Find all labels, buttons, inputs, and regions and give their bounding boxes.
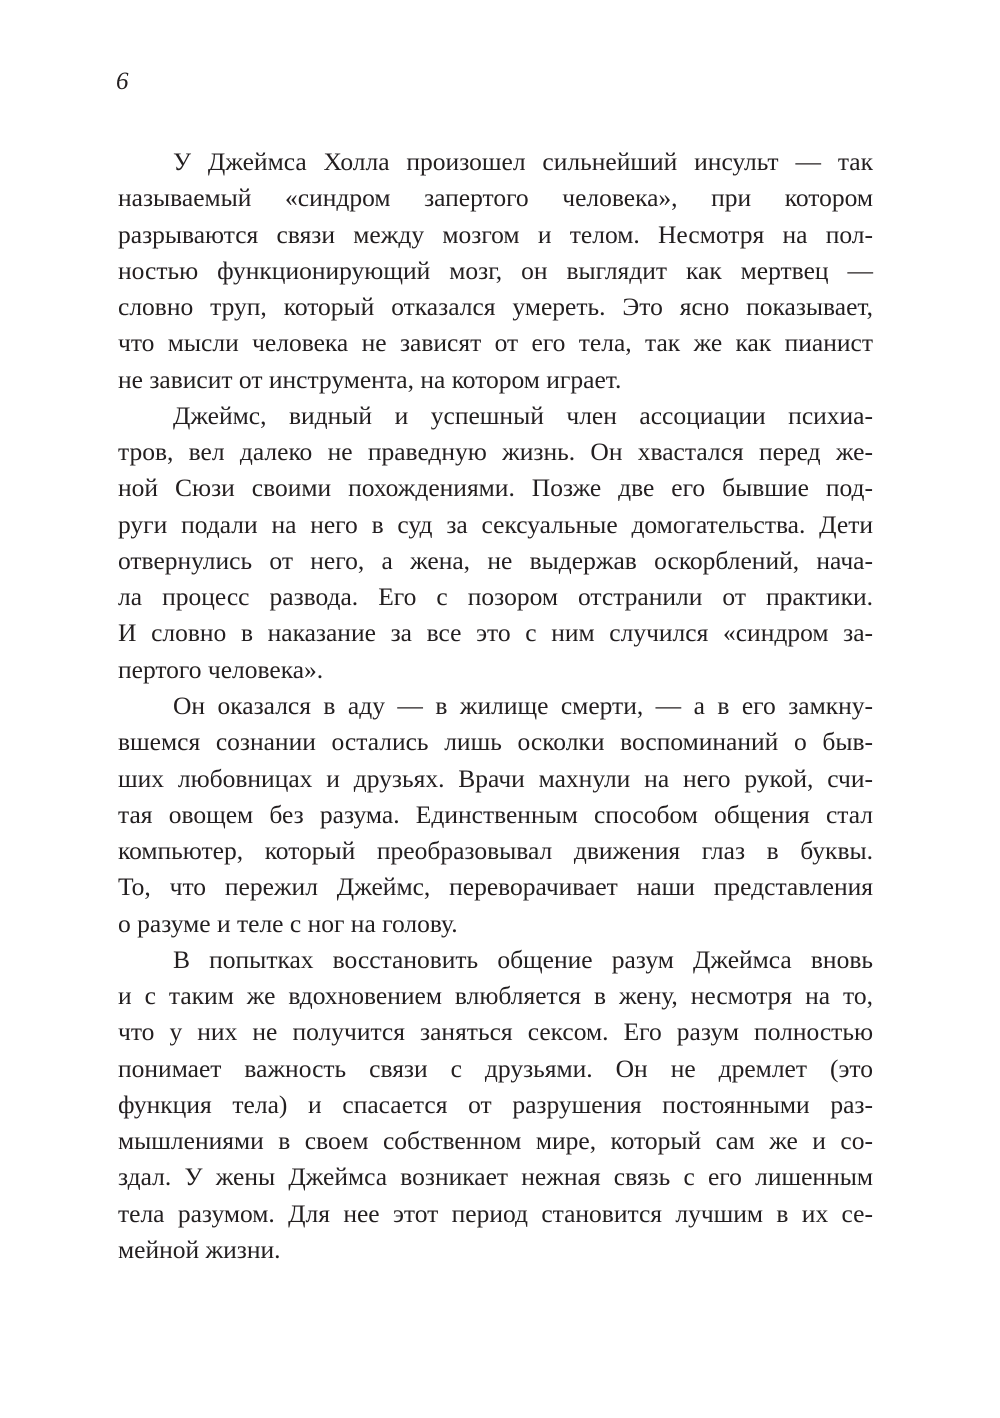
- text-line: В попытках восстановить общение разум Джеймса вновь: [173, 944, 873, 974]
- text-line: словно труп, который отказался умереть. Это ясно показывает,: [118, 292, 873, 322]
- page-number: 6: [116, 68, 129, 95]
- text-line: руги подали на него в суд за сексуальные домогательства. Дети: [118, 509, 873, 539]
- paragraph: [118, 144, 873, 398]
- text-line: тров, вел далеко не праведную жизнь. Он хвастался перед же-: [118, 437, 873, 467]
- text-line: мышлениями в своем собственном мире, который сам же и со-: [118, 1126, 873, 1156]
- text-line: Джеймс, видный и успешный член ассоциации психиа-: [173, 400, 873, 430]
- text-line: ной Сюзи своими похождениями. Позже две его бывшие под-: [118, 473, 873, 503]
- paragraph: [118, 688, 873, 942]
- text-line: и с таким же вдохновением влюбляется в жену, несмотря на то,: [118, 981, 873, 1011]
- text-line: ностью функционирующий мозг, он выглядит как мертвец —: [118, 255, 873, 285]
- text-line: не зависит от инструмента, на котором играет.: [118, 364, 622, 394]
- text-line: здал. У жены Джеймса возникает нежная связь с его лишенным: [118, 1162, 873, 1192]
- text-line: ла процесс развода. Его с позором отстранили от практики.: [118, 582, 873, 612]
- text-line: Он оказался в аду — в жилище смерти, — а в его замкну-: [173, 690, 873, 720]
- text-line: о разуме и теле с ног на голову.: [118, 908, 458, 938]
- text-line: разрываются связи между мозгом и телом. Несмотря на пол-: [118, 219, 873, 249]
- paragraph: [118, 942, 873, 1268]
- text-line: функция тела) и спасается от разрушения постоянными раз-: [118, 1089, 873, 1119]
- text-line: И словно в наказание за все это с ним случился «синдром за-: [118, 618, 873, 648]
- text-line: что у них не получится заняться сексом. Его разум полностью: [118, 1017, 873, 1047]
- text-line: тела разумом. Для нее этот период становится лучшим в их се-: [118, 1198, 873, 1228]
- text-line: понимает важность связи с друзьями. Он не дремлет (это: [118, 1053, 873, 1083]
- text-line: отвернулись от него, а жена, не выдержав оскорблений, нача-: [118, 545, 873, 575]
- text-line: что мысли человека не зависят от его тела, так же как пианист: [118, 328, 873, 358]
- paragraph: [118, 398, 873, 688]
- text-line: тая овощем без разума. Единственным способом общения стал: [118, 799, 873, 829]
- text-line: вшемся сознании остались лишь осколки воспоминаний о быв-: [118, 727, 873, 757]
- text-line: называемый «синдром запертого человека», при котором: [118, 183, 873, 213]
- text-line: ших любовницах и друзьях. Врачи махнули на него рукой, счи-: [118, 763, 873, 793]
- text-line: У Джеймса Холла произошел сильнейший инсульт — так: [173, 147, 873, 176]
- text-line: То, что пережил Джеймс, переворачивает наши представления: [118, 872, 873, 902]
- text-line: компьютер, который преобразовывал движения глаз в буквы.: [118, 836, 873, 866]
- text-line: мейной жизни.: [118, 1234, 281, 1264]
- body-text: [118, 144, 873, 1268]
- text-line: пертого человека».: [118, 654, 324, 684]
